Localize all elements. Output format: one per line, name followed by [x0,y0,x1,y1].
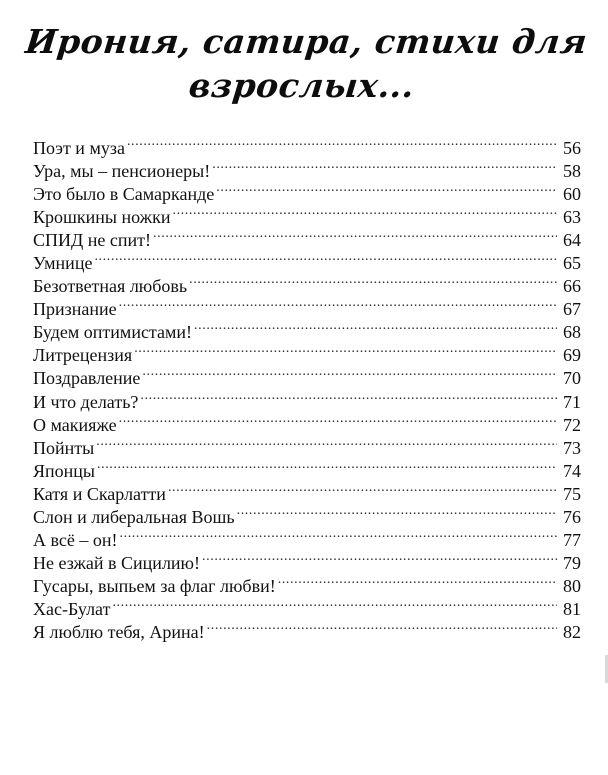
toc-entry-page: 82 [563,621,581,642]
toc-leader-dots [120,523,558,546]
toc-leader-dots [140,385,557,408]
toc-entry-title: Признание [33,299,117,320]
toc-entry-title: Хас-Булат [33,598,111,619]
toc-entry-page: 64 [563,230,581,251]
toc-entry-page: 73 [563,437,581,458]
toc-leader-dots [189,269,557,292]
toc-leader-dots [212,154,557,177]
section-title [0,20,608,108]
toc-entry-title: Слон и либеральная Вошь [33,506,235,527]
toc-leader-dots [278,569,557,592]
toc-leader-dots [94,246,557,269]
toc-leader-dots [112,592,557,615]
toc-entry[interactable] [33,269,581,297]
toc-leader-dots [168,477,557,500]
toc-leader-dots [207,615,557,638]
section-title-line-2: взрослых... [187,66,417,105]
toc-entry-title: Поздравление [33,368,141,389]
toc-entry-page: 74 [563,460,581,481]
toc-entry-title: Не езжай в Сицилию! [33,552,201,573]
toc-leader-dots [134,338,557,361]
toc-entry-page: 81 [563,598,581,619]
toc-entry-page: 72 [563,414,581,435]
toc-entry-page: 67 [563,299,581,320]
toc-entry-page: 66 [563,276,581,297]
toc-entry[interactable] [33,454,581,481]
toc-entry[interactable] [33,131,581,158]
toc-entry-page: 71 [563,391,581,412]
toc-leader-dots [119,408,557,431]
toc-entry-title: Безответная любовь [33,276,188,297]
toc-entry-title: Пойнты [33,437,95,458]
toc-entry-page: 65 [563,253,581,274]
toc-entry-title: Умнице [33,253,93,274]
toc-entry-page: 60 [563,184,581,205]
toc-entry-page: 77 [563,529,581,550]
toc-leader-dots [97,454,557,477]
toc-leader-dots [119,292,557,315]
toc-entry-page: 70 [563,368,581,389]
toc-entry-title: Литрецензия [33,345,133,366]
toc-entry-title: Японцы [33,460,95,481]
toc-leader-dots [202,546,557,569]
toc-leader-dots [127,131,557,154]
toc-entry-page: 68 [563,322,581,343]
toc-entry-page: 63 [563,207,581,228]
toc-entry[interactable] [33,592,581,619]
toc-entry-title: Крошкины ножки [33,207,171,228]
section-title-line-1: Ирония, сатира, стихи для [23,22,590,61]
toc-entry[interactable] [33,615,581,642]
toc-entry-title: И что делать? [33,391,139,412]
toc-entry-title: О макияже [33,414,117,435]
toc-leader-dots [216,177,557,200]
toc-entry-title: Я люблю тебя, Арина! [33,621,205,642]
toc-leader-dots [96,431,557,454]
toc-entry-title: СПИД не спит! [33,230,152,251]
toc-leader-dots [172,200,557,223]
toc-entry-page: 69 [563,345,581,366]
toc-entry-page: 79 [563,552,581,573]
toc-leader-dots [237,500,557,523]
toc-entry-page: 80 [563,575,581,596]
toc-leader-dots [153,223,557,246]
toc-entry-page: 56 [563,138,581,158]
table-of-contents [33,131,581,642]
toc-entry-page: 76 [563,506,581,527]
toc-entry-page: 75 [563,483,581,504]
toc-entry[interactable] [33,431,581,458]
toc-entry-title: Это было в Самарканде [33,184,215,205]
toc-entry-title: А всё – он! [33,529,118,550]
toc-entry[interactable] [33,477,581,504]
toc-entry[interactable] [33,246,581,274]
toc-entry-title: Будем оптимистами! [33,322,193,343]
toc-entry-title: Гусары, выпьем за флаг любви! [33,575,276,596]
toc-entry-title: Катя и Скарлатти [33,483,166,504]
toc-entry-page: 58 [563,161,581,182]
toc-entry-title: Поэт и муза [33,138,125,158]
toc-leader-dots [194,315,557,338]
toc-entry-title: Ура, мы – пенсионеры! [33,161,211,182]
toc-leader-dots [142,361,557,384]
